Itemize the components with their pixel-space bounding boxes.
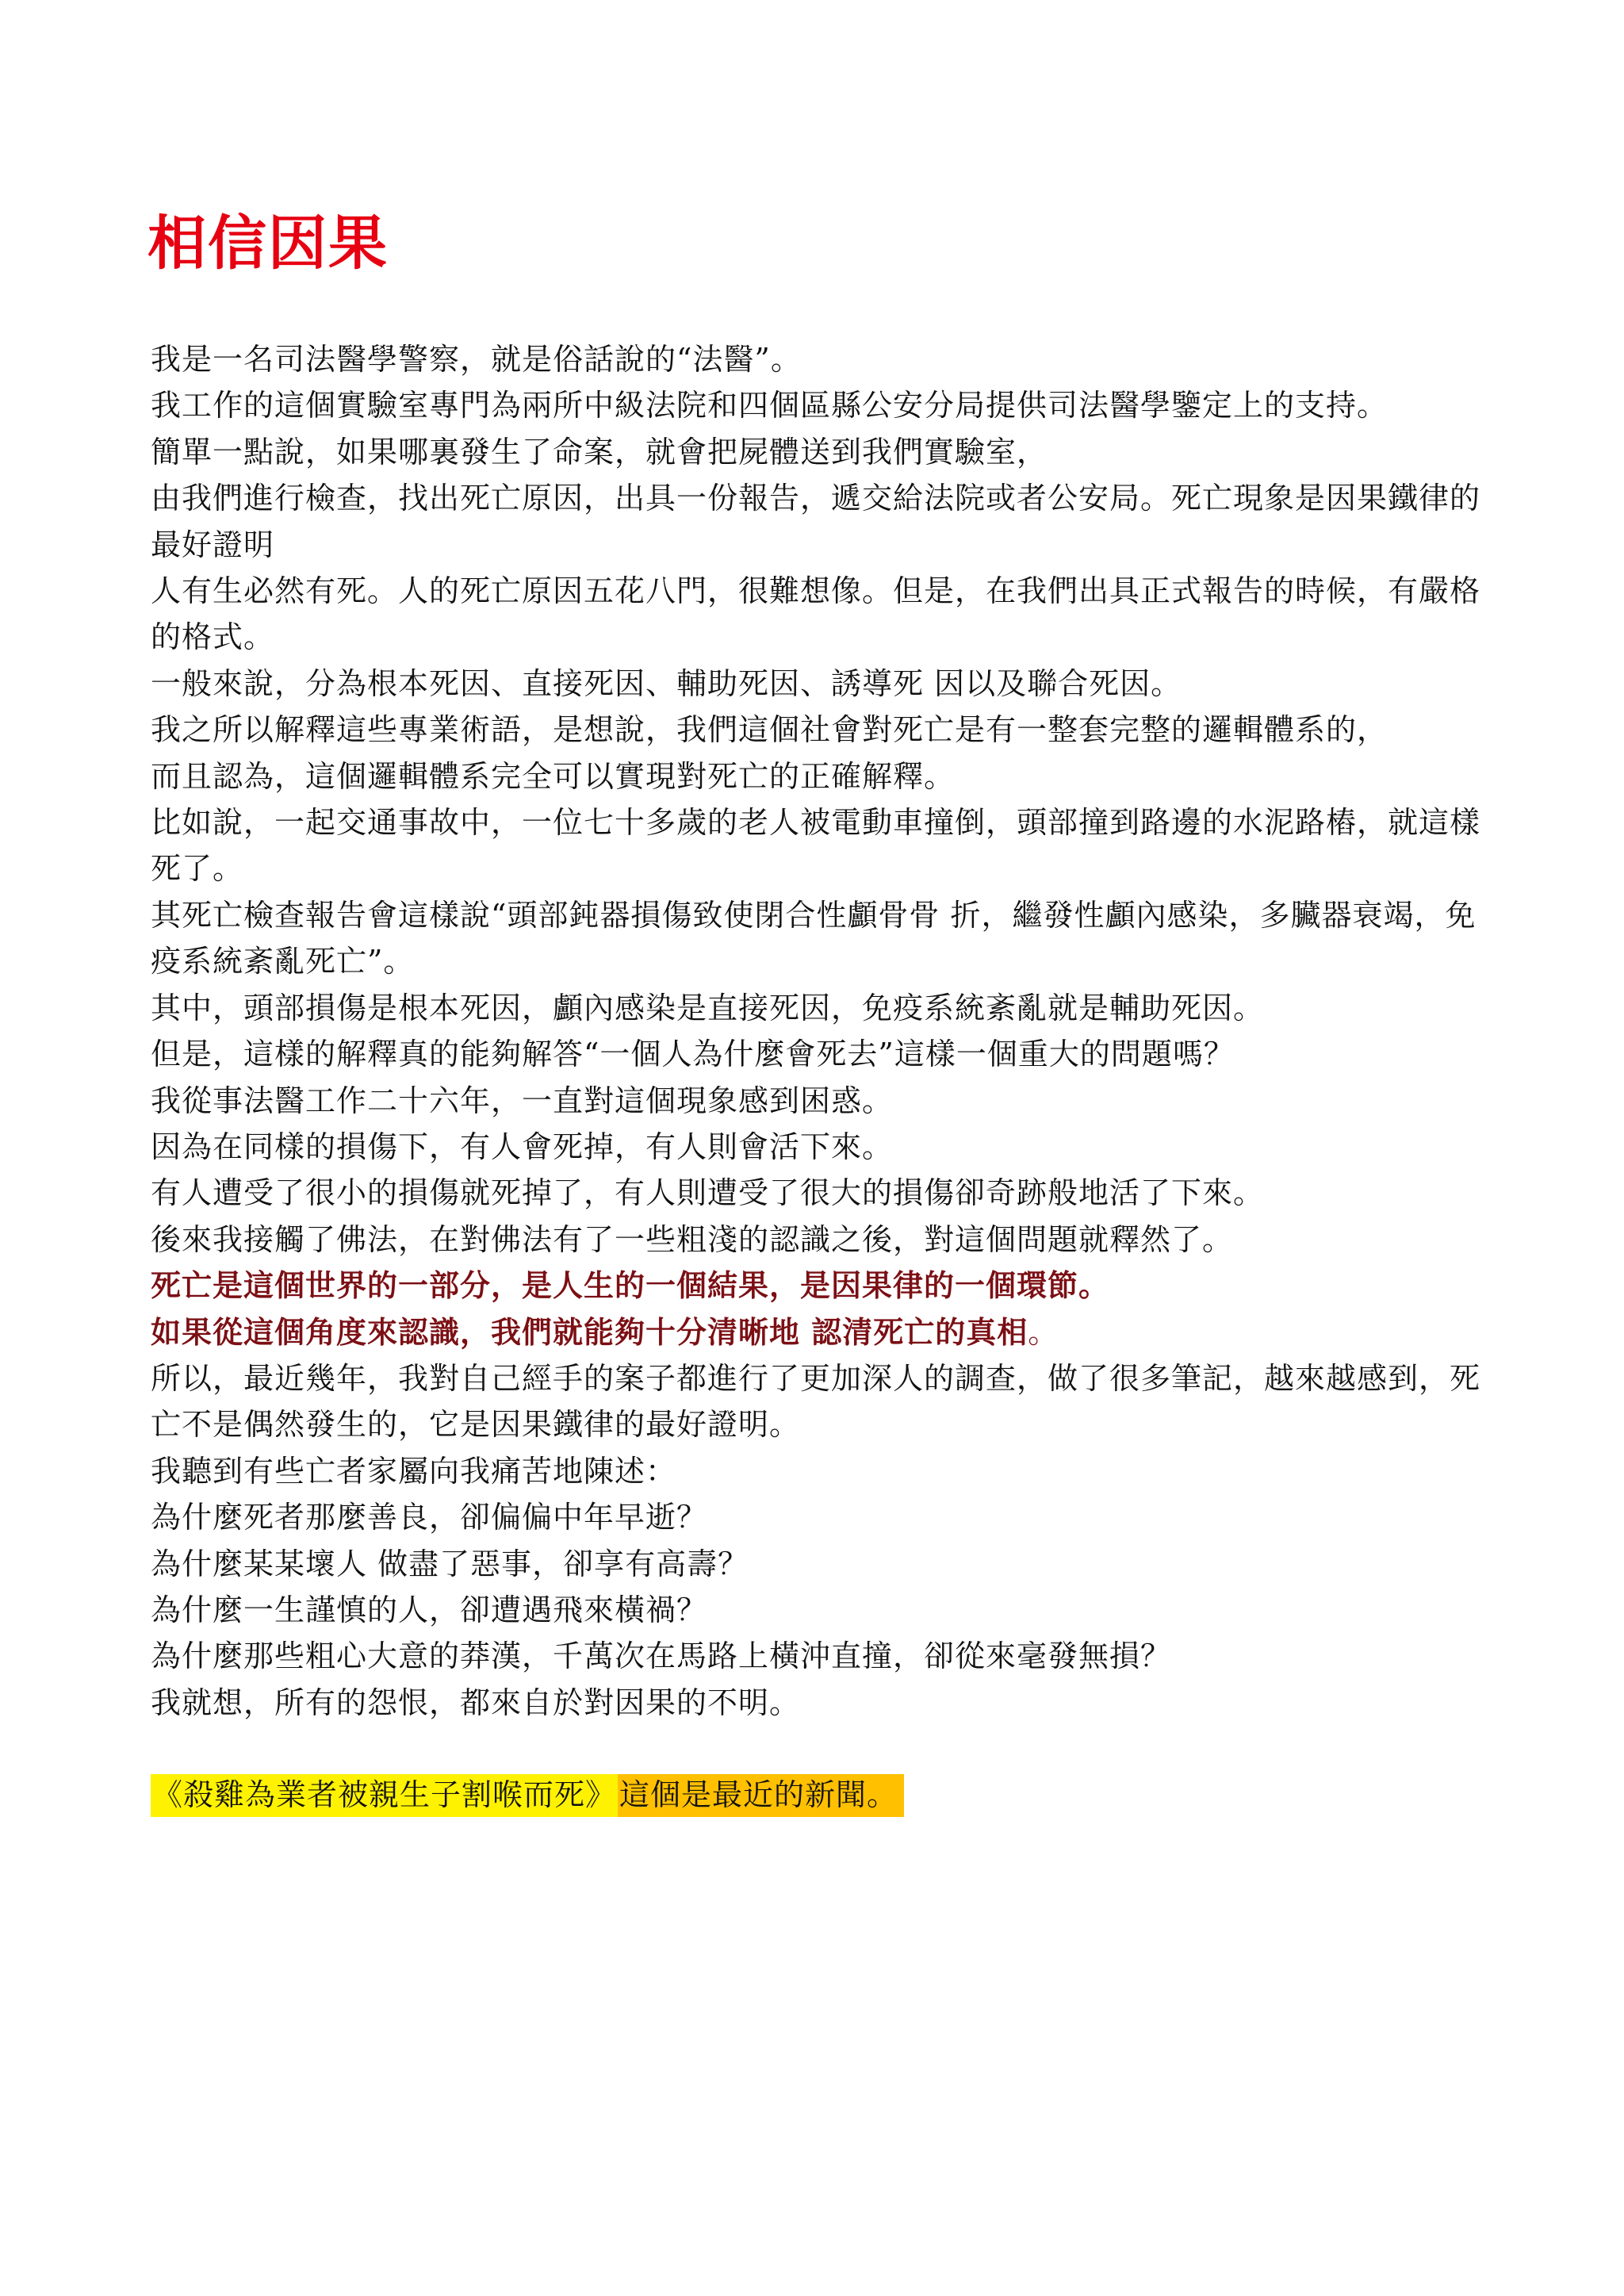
emphasis-tail: 。 xyxy=(1028,1314,1059,1350)
page-title: 相信因果 xyxy=(147,209,389,278)
paragraph: 其死亡檢查報告會這樣說“頭部鈍器損傷致使閉合性顱骨骨 折，繼發性顱內感染，多臟器衰竭，免疫系統紊亂死亡”。 xyxy=(151,897,1477,979)
news-title-highlight: 《殺雞為業者被親生子割喉而死》 xyxy=(151,1774,618,1817)
paragraph: 我聽到有些亡者家屬向我痛苦地陳述： xyxy=(151,1453,677,1489)
paragraph: 人有生必然有死。人的死亡原因五花八門，很難想像。但是，在我們出具正式報告的時候，有嚴格的格式。 xyxy=(151,573,1481,655)
emphasis-line xyxy=(151,1309,1483,1355)
paragraph: 比如說，一起交通事故中，一位七十多歲的老人被電動車撞倒，頭部撞到路邊的水泥路樁，就這樣死了。 xyxy=(151,805,1481,887)
paragraph: 一般來說，分為根本死因、直接死因、輔助死因、誘導死 因以及聯合死因。 xyxy=(151,665,1182,701)
paragraph: 後來我接觸了佛法，在對佛法有了一些粗淺的認識之後，對這個問題就釋然了。 xyxy=(151,1221,1234,1257)
question-line: 為什麼某某壞人 做盡了惡事，卻享有高壽？ xyxy=(151,1546,749,1581)
paragraph: 我就想，所有的怨恨，都來自於對因果的不明。 xyxy=(151,1685,801,1720)
question-line: 為什麼死者那麼善良，卻偏偏中年早逝？ xyxy=(151,1500,708,1535)
question-line: 為什麼那些粗心大意的莽漢，千萬次在馬路上橫沖直撞，卻從來毫發無損？ xyxy=(151,1639,1172,1674)
paragraph: 所以，最近幾年，我對自己經手的案子都進行了更加深人的調查，做了很多筆記，越來越感到，死亡不是偶然發生的，它是因果鐵律的最好證明。 xyxy=(151,1360,1481,1443)
paragraph: 因為在同樣的損傷下，有人會死掉，有人則會活下來。 xyxy=(151,1129,894,1164)
emphasis-line: 死亡是這個世界的一部分，是人生的一個結果，是因果律的一個環節。 xyxy=(151,1267,1110,1304)
news-note-highlight: 這個是最近的新聞。 xyxy=(618,1774,904,1817)
article-body xyxy=(151,336,1483,1819)
spacer xyxy=(151,1726,1483,1772)
emphasis-text: 如果從這個角度來認識，我們就能夠十分清晰地 認清死亡的真相 xyxy=(151,1313,1028,1350)
paragraph: 由我們進行檢查，找出死亡原因，出具一份報告，遞交給法院或者公安局。死亡現象是因果鐵律的最好證明 xyxy=(151,481,1481,562)
paragraph: 我是一名司法醫學警察，就是俗話說的“法醫”。 xyxy=(151,342,802,377)
news-highlight xyxy=(151,1772,1483,1818)
paragraph: 我之所以解釋這些專業術語，是想說，我們這個社會對死亡是有一整套完整的邏輯體系的， xyxy=(151,712,1388,748)
paragraph: 而且認為，這個邏輯體系完全可以實現對死亡的正確解釋。 xyxy=(151,758,956,794)
paragraph: 我從事法醫工作二十六年，一直對這個現象感到困惑。 xyxy=(151,1083,894,1118)
paragraph: 其中，頭部損傷是根本死因，顱內感染是直接死因，免疫系統紊亂就是輔助死因。 xyxy=(151,990,1265,1025)
paragraph: 但是，這樣的解釋真的能夠解答“一個人為什麼會死去”這樣一個重大的問題嗎？ xyxy=(151,1037,1235,1072)
paragraph: 有人遭受了很小的損傷就死掉了，有人則遭受了很大的損傷卻奇跡般地活了下來。 xyxy=(151,1175,1265,1211)
paragraph: 我工作的這個實驗室專門為兩所中級法院和四個區縣公安分局提供司法醫學鑒定上的支持。 xyxy=(151,388,1388,424)
paragraph: 簡單一點說，如果哪裏發生了命案，就會把屍體送到我們實驗室， xyxy=(151,434,1048,470)
question-line: 為什麼一生謹慎的人，卻遭遇飛來橫禍？ xyxy=(151,1592,708,1627)
